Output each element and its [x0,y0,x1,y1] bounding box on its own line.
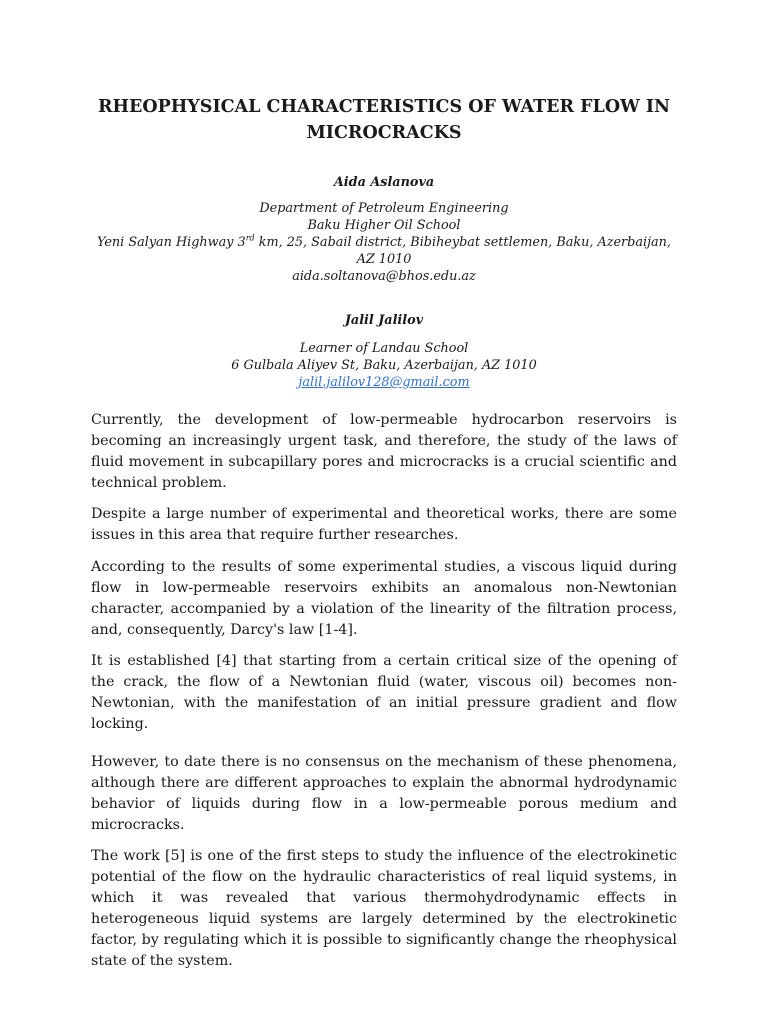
author-address [91,234,677,268]
author-address: 6 Gulbala Aliyev St, Baku, Azerbaijan, AZ 1010 [231,358,537,373]
author-email-wrapper [91,374,677,391]
author-department: Department of Petroleum Engineering [259,201,509,216]
address-superscript: rd [245,233,255,243]
author-email: aida.soltanova@bhos.edu.az [292,269,476,284]
author-name: Aida Aslanova [333,175,435,190]
body-paragraph: According to the results of some experimental studies, a viscous liquid during flow in low-permeable reservoirs exhibits an anomalous non-Newtonian character, accompanied by a violation of the linearity of the filtration process, and, consequently, Darcy's law [1-4]. [91,559,677,638]
author-block-2 [91,312,677,391]
body-paragraph: However, to date there is no consensus on the mechanism of these phenomena, although there are different approaches to explain the abnormal hydrodynamic behavior of liquids during flow in a low-permeable porous medium and microcracks. [91,754,677,833]
address-part: Yeni Salyan Highway 3 [97,235,246,250]
author-name: Jalil Jalilov [344,313,424,328]
body-paragraph: Despite a large number of experimental and theoretical works, there are some issues in this area that require further researches. [91,506,677,543]
body-paragraph: Currently, the development of low-permeable hydrocarbon reservoirs is becoming an increasingly urgent task, and therefore, the study of the laws of fluid movement in subcapillary pores and microcracks is a crucial scientific and technical problem. [91,412,677,491]
author-email-link[interactable]: jalil.jalilov128@gmail.com [298,375,470,390]
author-institution: Learner of Landau School [299,341,469,356]
address-part: km, 25, Sabail district, Bibiheybat settlemen, Baku, Azerbaijan, AZ 1010 [254,235,671,267]
author-institution: Baku Higher Oil School [307,218,461,233]
body-paragraph: The work [5] is one of the first steps to study the influence of the electrokinetic potential of the flow on the hydraulic characteristics of real liquid systems, in which it was revealed that various thermohydrodynamic effects in heterogeneous liquid systems are largely determined by the electrokinetic factor, by regulating which it is possible to significantly change the rheophysical state of the system. [91,848,677,969]
paper-title: RHEOPHYSICAL CHARACTERISTICS OF WATER FLOW IN MICROCRACKS [97,97,671,143]
author-block-1 [91,174,677,285]
body-paragraph: It is established [4] that starting from a certain critical size of the opening of the crack, the flow of a Newtonian fluid (water, viscous oil) becomes non-Newtonian, with the manifestation of an initial pressure gradient and flow locking. [91,653,677,732]
